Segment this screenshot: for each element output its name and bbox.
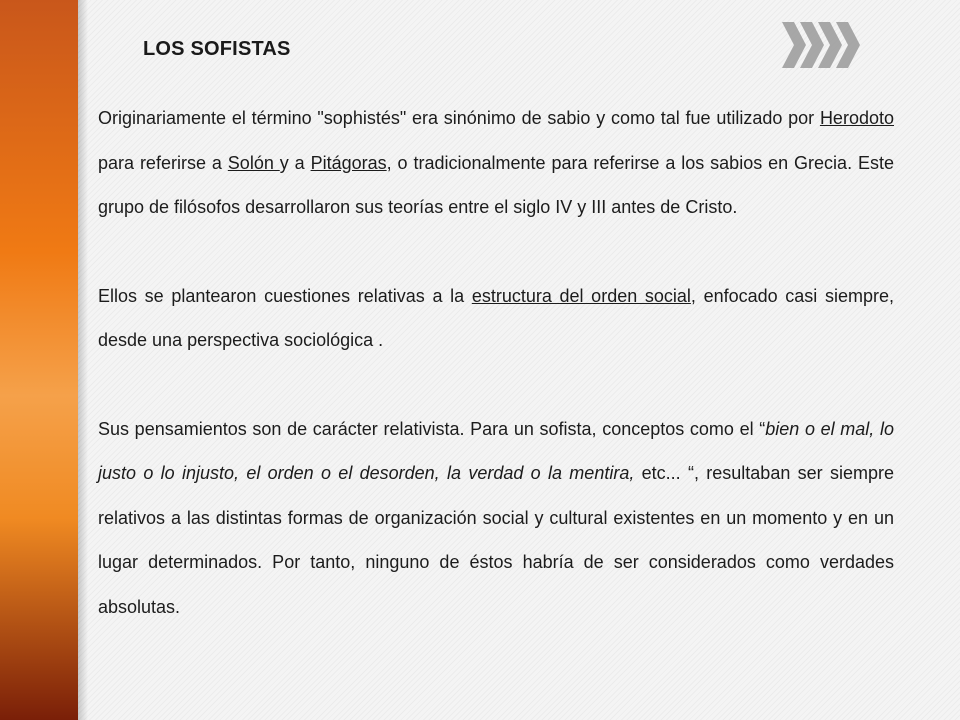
pitagoras-link[interactable]: Pitágoras [310,152,387,173]
paragraph-3-italic: bien o el mal, lo justo o lo injusto, el orden o el desorden, la verdad o la mentira, [98,418,894,483]
sidebar-shadow [78,0,88,720]
paragraph-1-text-b: para referirse a [98,152,228,173]
paragraph-1-text-a: Originariamente el término "sophistés" era sinónimo de sabio y como tal fue utilizado por [98,108,820,128]
paragraph-3-text-a: Sus pensamientos son de carácter relativista. Para un sofista, conceptos como el “ [98,418,766,439]
paragraph-2-text-b: , enfocado casi siempre, desde una perspectiva sociológica . [98,285,894,350]
solon-link[interactable]: Solón [227,152,280,173]
paragraph-2 [98,274,894,363]
herodoto-link[interactable]: Herodoto [819,108,894,128]
estructura-orden-social-link[interactable]: estructura del orden social [471,285,691,306]
double-chevron-right-icon [782,22,860,68]
slide-body [98,96,894,673]
paragraph-1 [98,96,894,230]
paragraph-3-text-b: etc... “, resultaban ser siempre relativos a las distintas formas de organización social y cultural existentes en un momento y en un lugar determinados. Por tanto, ninguno de éstos habría de ser considerados como verdades absolutas. [98,463,894,617]
paragraph-3 [98,407,894,630]
slide-title: LOS SOFISTAS [143,38,291,60]
paragraph-2-text-a: Ellos se plantearon cuestiones relativas a la [98,285,472,306]
paragraph-1-text-c: y a [279,152,311,173]
paragraph-1-text-d: , o tradicionalmente para referirse a los sabios en Grecia. Este grupo de filósofos desarrollaron sus teorías entre el siglo IV y III antes de Cristo. [98,152,894,217]
orange-sidebar [0,0,78,720]
